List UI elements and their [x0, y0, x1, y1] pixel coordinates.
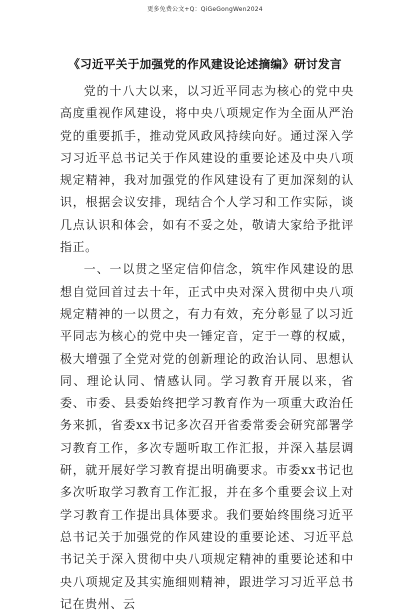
document-title: 《习近平关于加强党的作风建设论述摘编》研讨发言	[68, 57, 342, 71]
paragraph-section-one: 一、一以贯之坚定信仰信念，筑牢作风建设的思想自觉回首过去十年，正式中央对深入贯彻中央八项规定精神的一以贯之，有力有效，充分彰显了以习近平同志为核心的党中央一锤定音，定于一尊的权威，极大增强了全党对党的创新理论的政治认同、思想认同、理论认同、情感认同。学习教育开展以来，省委、市委、县委始终把学习教育作为一项重大政治任务来抓，省委xx书记多次召开省委常委会研究部署学习教育工作，多次专题听取工作汇报，并深入基层调研，就开展好学习教育提出明确要求。市委xx书记也多次听取学习教育工作汇报，并在多个重要会议上对学习教育工作提出具体要求。我们要始终围绕习近平总书记关于加强党的作风建设的重要论述、习近平总书记关于深入贯彻中央八项规定精神的重要论述和中央八项规定及其实施细则精神，跟进学习习近平总书记在贵州、云	[60, 262, 354, 611]
paragraph-intro: 党的十八大以来，以习近平同志为核心的党中央高度重视作风建设，将中央八项规定作为全面从严治党的重要抓手，推动党风政风持续向好。通过深入学习习近平总书记关于作风建设的重要论述及中央八项规定精神，我对加强党的作风建设有了更加深刻的认识，根据会议安排，现结合个人学习和工作实际，谈几点认识和体会，如有不妥之处，敬请大家给予批评指正。	[60, 84, 354, 255]
header-note: 更多免费公文+Q：QiGeGongWen2024	[147, 6, 263, 13]
document-body	[60, 80, 354, 615]
